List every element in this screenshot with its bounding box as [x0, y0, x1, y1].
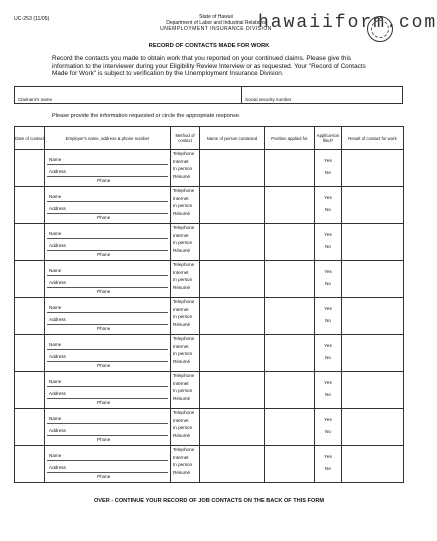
method-option[interactable]: Telephone: [173, 188, 195, 193]
no-option[interactable]: No: [325, 429, 331, 434]
name-line: [47, 238, 168, 239]
employer-cell[interactable]: [45, 187, 171, 224]
table-row: [15, 335, 404, 372]
instruction-text: Please provide the information requested or circle the appropriate response.: [52, 113, 241, 119]
name-line: [47, 201, 168, 202]
person-cell[interactable]: [200, 409, 265, 446]
employer-name-label: Name: [49, 157, 62, 162]
application-cell[interactable]: [315, 224, 342, 261]
method-option[interactable]: Résumé: [173, 210, 191, 216]
method-option[interactable]: Résumé: [173, 469, 191, 475]
method-cell[interactable]: [171, 224, 200, 261]
form-title: RECORD OF CONTACTS MADE FOR WORK: [148, 43, 270, 49]
employer-phone-label: Phone: [97, 326, 111, 331]
employer-address-label: Address: [49, 280, 66, 285]
method-option[interactable]: Internet: [173, 380, 189, 386]
no-option[interactable]: No: [325, 207, 331, 212]
application-cell[interactable]: [315, 150, 342, 187]
employer-address-label: Address: [49, 428, 66, 433]
no-option[interactable]: No: [325, 244, 331, 249]
application-cell[interactable]: [315, 187, 342, 224]
table-row: [15, 446, 404, 483]
method-cell[interactable]: [171, 446, 200, 483]
position-cell[interactable]: [265, 446, 315, 483]
position-cell[interactable]: [265, 261, 315, 298]
employer-phone-label: Phone: [97, 215, 111, 220]
yes-option[interactable]: Yes: [324, 195, 332, 200]
application-cell[interactable]: [315, 298, 342, 335]
method-option[interactable]: Telephone: [173, 151, 195, 156]
employer-cell[interactable]: [45, 372, 171, 409]
no-option[interactable]: No: [325, 318, 331, 323]
claimant-info-box: [14, 86, 403, 104]
application-cell[interactable]: [315, 409, 342, 446]
address-line: [47, 435, 168, 436]
method-option[interactable]: Telephone: [173, 299, 195, 304]
employer-name-label: Name: [49, 231, 62, 236]
employer-cell[interactable]: [45, 224, 171, 261]
position-cell[interactable]: [265, 187, 315, 224]
person-cell[interactable]: [200, 187, 265, 224]
yes-option[interactable]: Yes: [324, 269, 332, 274]
contacts-table: [14, 126, 404, 483]
employer-address-label: Address: [49, 391, 66, 396]
address-line: [47, 324, 168, 325]
position-cell[interactable]: [265, 335, 315, 372]
result-cell[interactable]: [342, 409, 404, 446]
employer-phone-label: Phone: [97, 289, 111, 294]
method-option[interactable]: Internet: [173, 232, 189, 238]
method-option[interactable]: Internet: [173, 195, 189, 201]
name-line: [47, 275, 168, 276]
method-option[interactable]: Telephone: [173, 447, 195, 452]
application-cell[interactable]: [315, 372, 342, 409]
address-line: [47, 287, 168, 288]
result-cell[interactable]: [342, 261, 404, 298]
name-line: [47, 312, 168, 313]
position-cell[interactable]: [265, 224, 315, 261]
address-line: [47, 398, 168, 399]
method-option[interactable]: Résumé: [173, 321, 191, 327]
person-cell[interactable]: [200, 335, 265, 372]
date-cell[interactable]: [15, 446, 45, 483]
employer-phone-label: Phone: [97, 474, 111, 479]
address-line: [47, 250, 168, 251]
position-cell[interactable]: [265, 298, 315, 335]
table-row: [15, 372, 404, 409]
table-row: [15, 187, 404, 224]
person-cell[interactable]: [200, 150, 265, 187]
method-option[interactable]: In person: [173, 277, 193, 283]
yes-option[interactable]: Yes: [324, 158, 332, 163]
claimant-divider: [241, 87, 242, 103]
col-method: Method of contact: [171, 127, 200, 150]
result-cell[interactable]: [342, 372, 404, 409]
method-option[interactable]: Telephone: [173, 225, 195, 230]
ssn-field[interactable]: Social security number: [245, 97, 292, 102]
method-option[interactable]: Internet: [173, 417, 189, 423]
person-cell[interactable]: [200, 446, 265, 483]
name-line: [47, 164, 168, 165]
no-option[interactable]: No: [325, 170, 331, 175]
application-cell[interactable]: [315, 446, 342, 483]
yes-option[interactable]: Yes: [324, 306, 332, 311]
result-cell[interactable]: [342, 298, 404, 335]
employer-cell[interactable]: [45, 409, 171, 446]
method-option[interactable]: Résumé: [173, 358, 191, 364]
address-line: [47, 213, 168, 214]
method-option[interactable]: Internet: [173, 306, 189, 312]
name-line: [47, 386, 168, 387]
department-name: Department of Labor and Industrial Relations: [166, 20, 266, 26]
result-cell[interactable]: [342, 224, 404, 261]
method-option[interactable]: In person: [173, 240, 193, 246]
col-employer: Employer's name, address & phone number: [45, 127, 171, 150]
employer-cell[interactable]: [45, 261, 171, 298]
name-line: [47, 460, 168, 461]
table-header-row: [15, 127, 404, 150]
date-cell[interactable]: [15, 298, 45, 335]
position-cell[interactable]: [265, 409, 315, 446]
employer-name-label: Name: [49, 342, 62, 347]
method-option[interactable]: Telephone: [173, 262, 195, 267]
no-option[interactable]: No: [325, 466, 331, 471]
method-option[interactable]: In person: [173, 462, 193, 468]
employer-cell[interactable]: [45, 335, 171, 372]
address-line: [47, 472, 168, 473]
address-line: [47, 176, 168, 177]
employer-name-label: Name: [49, 453, 62, 458]
method-option[interactable]: Résumé: [173, 432, 191, 438]
employer-address-label: Address: [49, 206, 66, 211]
result-cell[interactable]: [342, 446, 404, 483]
col-position: Position applied for: [265, 127, 315, 150]
employer-address-label: Address: [49, 169, 66, 174]
method-option[interactable]: In person: [173, 314, 193, 320]
method-cell[interactable]: [171, 298, 200, 335]
method-option[interactable]: Internet: [173, 343, 189, 349]
method-cell[interactable]: [171, 335, 200, 372]
employer-phone-label: Phone: [97, 400, 111, 405]
position-cell[interactable]: [265, 372, 315, 409]
state-seal-icon: [367, 16, 393, 42]
table-row: [15, 409, 404, 446]
person-cell[interactable]: [200, 224, 265, 261]
method-option[interactable]: Internet: [173, 158, 189, 164]
table-row: [15, 150, 404, 187]
employer-phone-label: Phone: [97, 252, 111, 257]
col-date: Date of contact: [15, 127, 45, 150]
method-option[interactable]: Internet: [173, 269, 189, 275]
method-option[interactable]: Telephone: [173, 373, 195, 378]
table-row: [15, 224, 404, 261]
employer-phone-label: Phone: [97, 363, 111, 368]
date-cell[interactable]: [15, 187, 45, 224]
yes-option[interactable]: Yes: [324, 343, 332, 348]
application-cell[interactable]: [315, 335, 342, 372]
result-cell[interactable]: [342, 150, 404, 187]
method-cell[interactable]: [171, 187, 200, 224]
watermark: hawaiiform.com: [258, 13, 437, 33]
employer-address-label: Address: [49, 354, 66, 359]
employer-address-label: Address: [49, 317, 66, 322]
yes-option[interactable]: Yes: [324, 417, 332, 422]
employer-address-label: Address: [49, 465, 66, 470]
employer-phone-label: Phone: [97, 178, 111, 183]
employer-name-label: Name: [49, 416, 62, 421]
method-option[interactable]: Résumé: [173, 247, 191, 253]
name-line: [47, 423, 168, 424]
col-result: Result of contact for work: [342, 127, 404, 150]
date-cell[interactable]: [15, 261, 45, 298]
employer-name-label: Name: [49, 305, 62, 310]
method-option[interactable]: Internet: [173, 454, 189, 460]
date-cell[interactable]: [15, 409, 45, 446]
address-line: [47, 361, 168, 362]
date-cell[interactable]: [15, 224, 45, 261]
person-cell[interactable]: [200, 298, 265, 335]
yes-option[interactable]: Yes: [324, 380, 332, 385]
no-option[interactable]: No: [325, 392, 331, 397]
employer-name-label: Name: [49, 268, 62, 273]
no-option[interactable]: No: [325, 281, 331, 286]
result-cell[interactable]: [342, 335, 404, 372]
date-cell[interactable]: [15, 150, 45, 187]
employer-name-label: Name: [49, 379, 62, 384]
employer-cell[interactable]: [45, 298, 171, 335]
division-name: UNEMPLOYMENT INSURANCE DIVISION: [160, 26, 272, 32]
method-option[interactable]: In person: [173, 166, 193, 172]
yes-option[interactable]: Yes: [324, 232, 332, 237]
method-option[interactable]: Résumé: [173, 173, 191, 179]
table-row: [15, 298, 404, 335]
method-option[interactable]: Telephone: [173, 336, 195, 341]
position-cell[interactable]: [265, 150, 315, 187]
method-option[interactable]: Résumé: [173, 284, 191, 290]
footer-note: OVER - CONTINUE YOUR RECORD OF JOB CONTACTS ON THE BACK OF THIS FORM: [93, 498, 325, 504]
employer-phone-label: Phone: [97, 437, 111, 442]
no-option[interactable]: No: [325, 355, 331, 360]
form-number: UC-253 (11/05): [14, 16, 50, 22]
date-cell[interactable]: [15, 372, 45, 409]
col-application: Applica-tion filed?: [315, 127, 342, 150]
name-line: [47, 349, 168, 350]
method-option[interactable]: Telephone: [173, 410, 195, 415]
employer-address-label: Address: [49, 243, 66, 248]
method-cell[interactable]: [171, 409, 200, 446]
person-cell[interactable]: [200, 261, 265, 298]
method-option[interactable]: In person: [173, 203, 193, 209]
col-person: Name of person contacted: [200, 127, 265, 150]
employer-cell[interactable]: [45, 150, 171, 187]
date-cell[interactable]: [15, 335, 45, 372]
table-row: [15, 261, 404, 298]
method-cell[interactable]: [171, 372, 200, 409]
person-cell[interactable]: [200, 372, 265, 409]
method-cell[interactable]: [171, 261, 200, 298]
result-cell[interactable]: [342, 187, 404, 224]
method-option[interactable]: Résumé: [173, 395, 191, 401]
intro-paragraph: Record the contacts you made to obtain work that you reported on your continued claims. Please give this information to the interviewer during your Eligibility Review Interview or as requested. Your "Record of Contacts Made for Work" is subject to verification by the Unemployment Insurance Division.: [52, 55, 366, 78]
yes-option[interactable]: Yes: [324, 454, 332, 459]
method-option[interactable]: In person: [173, 425, 193, 431]
employer-cell[interactable]: [45, 446, 171, 483]
method-option[interactable]: In person: [173, 388, 193, 394]
method-cell[interactable]: [171, 150, 200, 187]
state-name: State of Hawaii: [199, 14, 233, 20]
method-option[interactable]: In person: [173, 351, 193, 357]
claimant-name-field[interactable]: Claimant's name: [18, 97, 53, 102]
employer-name-label: Name: [49, 194, 62, 199]
application-cell[interactable]: [315, 261, 342, 298]
